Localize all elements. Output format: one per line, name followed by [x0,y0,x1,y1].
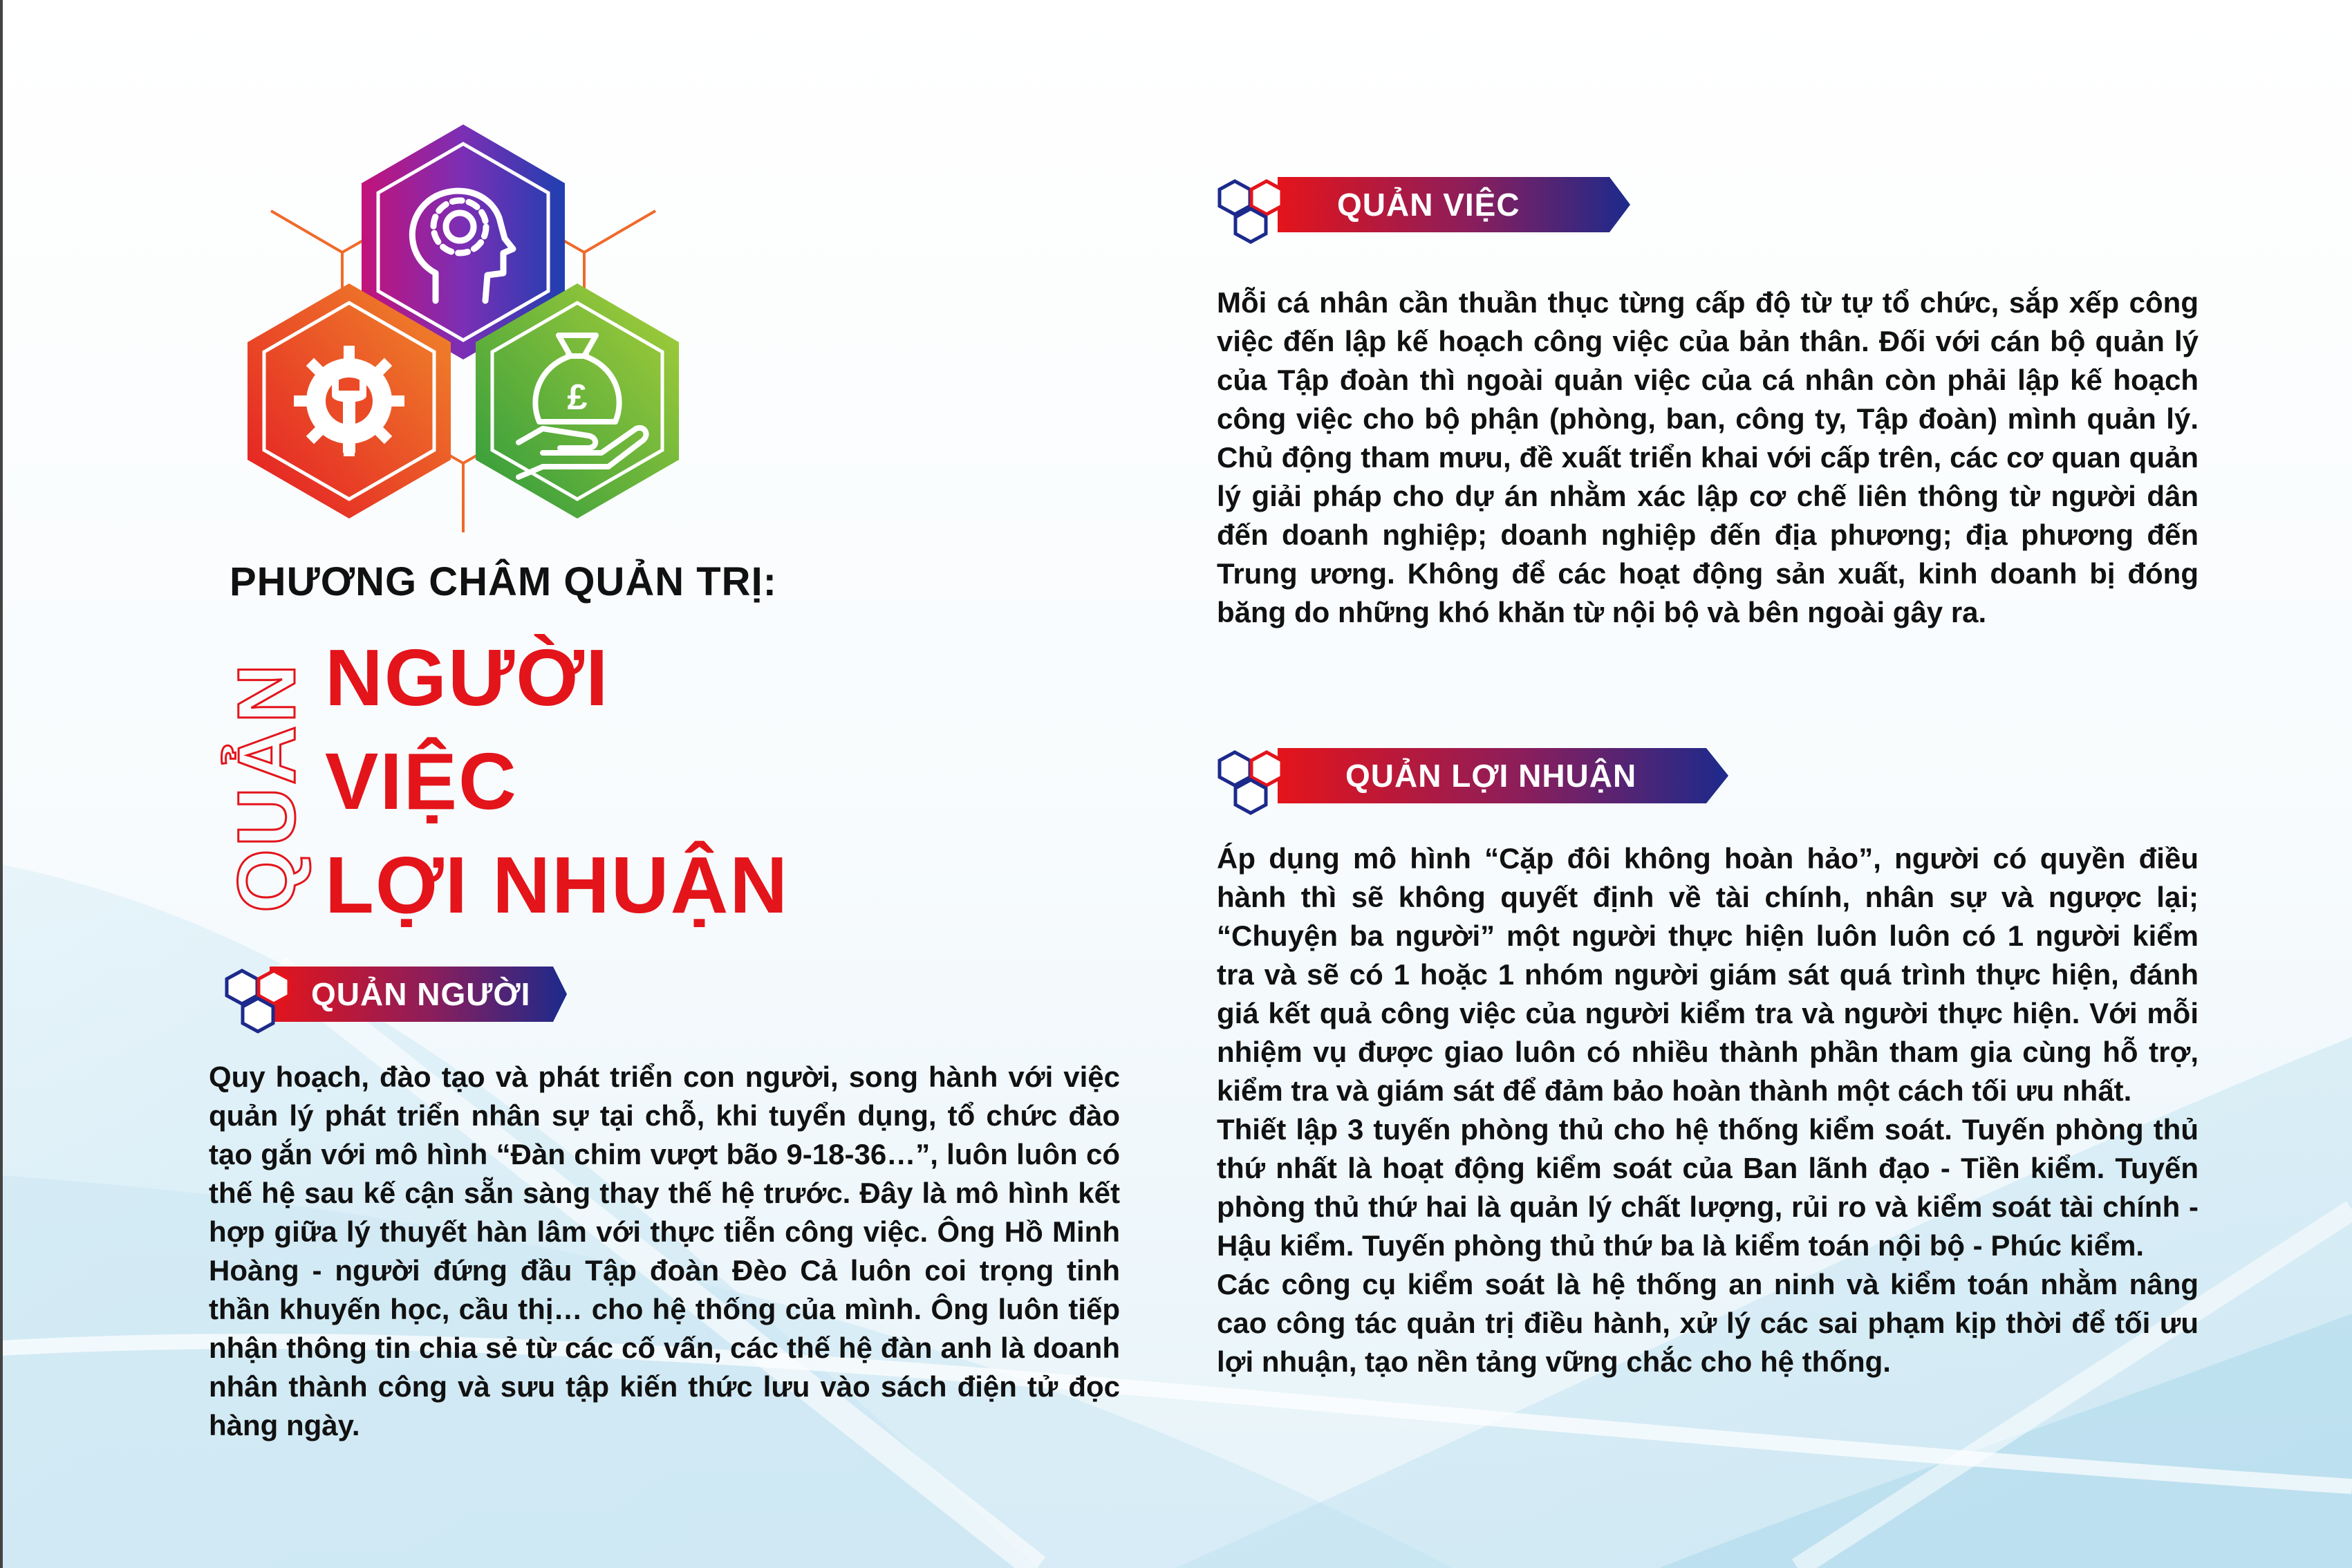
section-banner-quan-viec [1215,176,1644,242]
section-text-quan-nguoi [209,1058,1120,1445]
section-banner-quan-nguoi [207,965,581,1032]
section-banner-quan-loi-nhuan [1215,747,1741,813]
section-title-quan-nguoi: QUẢN NGƯỜI [311,976,531,1012]
paragraph: Mỗi cá nhân cần thuần thục từng cấp độ từ tự tổ chức, sắp xếp công việc đến lập kế hoạch công việc của bản thân. Đối với cán bộ quản lý của Tập đoàn thì ngoài quản việc của cá nhân còn phải lập kế hoạch công việc cho bộ phận (phòng, ban, công ty, Tập đoàn) mình quản lý. Chủ động tham mưu, đề xuất triển khai với cấp trên, các cơ quan quản lý giải pháp cho dự án nhằm xác lập cơ chế liên thông từ người dân đến doanh nghiệp; doanh nghiệp đến địa phương; địa phương đến Trung ương. Không để các hoạt động sản xuất, kinh doanh bị đóng băng do những khó khăn từ nội bộ và bên ngoài gây ra. [1217,286,2199,628]
section-text-quan-loi-nhuan [1217,839,2199,1381]
heading-item-nguoi: NGƯỜI [325,633,610,722]
gear-wrench-icon [294,346,404,456]
hexagon-emblem [228,118,698,546]
main-subtitle: PHƯƠNG CHÂM QUẢN TRỊ: [230,559,777,604]
heading-item-loi-nhuan: LỢI NHUẬN [325,840,790,930]
paragraph: Quy hoạch, đào tạo và phát triển con người, song hành với việc quản lý phát triển nhân sự tại chỗ, khi tuyển dụng, tổ chức đào tạo gắn với mô hình “Đàn chim vượt bão 9-18-36…”, luôn luôn có thế hệ sau kế cận sẵn sàng thay thế hệ trước. Đây là mô hình kết hợp giữa lý thuyết hàn lâm với thực tiễn công việc. Ông Hồ Minh Hoàng - người đứng đầu Tập đoàn Đèo Cả luôn coi trọng tinh thần khuyến học, cầu thị… cho hệ thống của mình. Ông luôn tiếp nhận thông tin chia sẻ từ các cố vấn, các thế hệ đàn anh là doanh nhân thành công và sưu tập kiến thức lưu vào sách điện tử đọc hàng ngày. [209,1061,1120,1441]
paragraph: Các công cụ kiểm soát là hệ thống an ninh và kiểm toán nhằm nâng cao công tác quản trị điều hành, xử lý các sai phạm kịp thời để tối ưu lợi nhuận, tạo nền tảng vững chắc cho hệ thống. [1217,1268,2199,1378]
paragraph: Áp dụng mô hình “Cặp đôi không hoàn hảo”, người có quyền điều hành thì sẽ không quyết định về tài chính, nhân sự và ngược lại; “Chuyện ba người” một người thực hiện luôn luôn có 1 người kiểm tra và sẽ có 1 hoặc 1 nhóm người giám sát quá trình thực hiện, đánh giá kết quả công việc của người kiểm tra và người thực hiện. Với mỗi nhiệm vụ được giao luôn có nhiều thành phần tham gia cùng hỗ trợ, kiểm tra và giám sát để đảm bảo hoàn thành một cách tối ưu nhất. [1217,842,2199,1107]
heading-stack [325,626,789,937]
section-text-quan-viec [1217,283,2199,632]
vertical-word-container [220,662,314,913]
section-title-quan-loi-nhuan: QUẢN LỢI NHUẬN [1345,758,1637,794]
heading-item-viec: VIỆC [325,736,518,826]
paragraph: Thiết lập 3 tuyến phòng thủ cho hệ thống kiểm soát. Tuyến phòng thủ thứ nhất là hoạt động kiểm soát của Ban lãnh đạo - Tiền kiểm. Tuyến phòng thủ thứ hai là quản lý chất lượng, rủi ro và kiểm soát tài chính - Hậu kiểm. Tuyến phòng thủ thứ ba là kiểm toán nội bộ - Phúc kiểm. [1217,1113,2199,1262]
vertical-word-quan: QUẢN [221,661,312,913]
section-title-quan-viec: QUẢN VIỆC [1337,187,1520,223]
pound-symbol: £ [567,377,588,418]
